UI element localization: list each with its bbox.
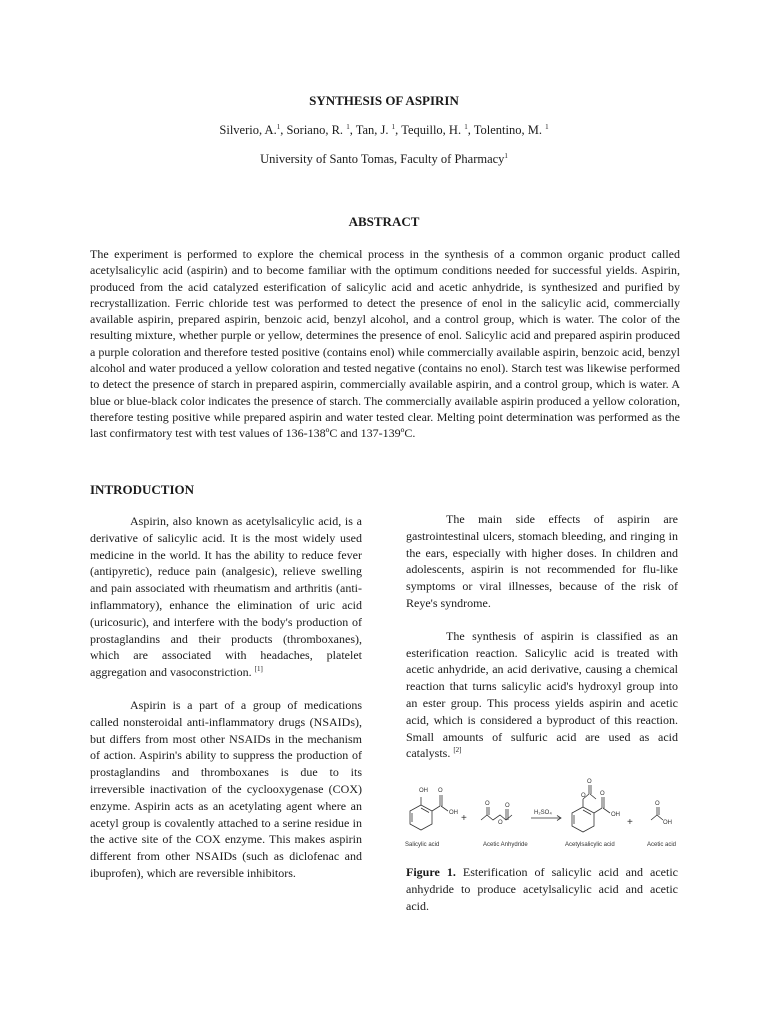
intro-paragraph: The synthesis of aspirin is classified as an esterification reaction. Salicylic acid is treated with acetic anhydride, an acid derivative, causing a chemical reaction that turns salicylic acid's hydroxyl group into an ester group. This process yields aspirin and acetic acid, which is considered a byproduct of this reaction. Small amounts of sulfuric acid are used as acid catalysts. [2]: [406, 628, 678, 761]
figure-caption: Figure 1. Esterification of salicylic acid and acetic anhydride to produce acetylsalicylic acid and acetic acid.: [406, 865, 679, 913]
intro-right-column: [406, 511, 678, 762]
aspirin-structure: [572, 807, 594, 832]
introduction-heading: INTRODUCTION: [90, 482, 195, 497]
label-acetylsalicylic-acid: Acetylsalicylic acid: [565, 842, 615, 848]
label-o: O: [655, 801, 660, 807]
intro-left-column: [90, 513, 362, 882]
citation-ref: [1]: [254, 665, 263, 674]
label-oh: OH: [663, 820, 672, 826]
label-salicylic-acid: Salicylic acid: [405, 842, 440, 848]
abstract-text: The experiment is performed to explore the chemical process in the synthesis of a common organic product called acetylsalicylic acid (aspirin) and to become familiar with the optimum conditions needed for successful yields. Aspirin, produced from the acid catalyzed esterification of salicylic acid and acetic anhydride, is synthesized and purified by recrystallization. Ferric chloride test was performed to detect the presence of enol in the salicylic acid, commercially available aspirin, prepared aspirin, benzoic acid, benzyl alcohol, and a control group, which is water. The color of the resulting mixture, whether purple or yellow, determines the presence of enol. Salicylic acid and prepared aspirin produced a purple coloration and therefore tested positive (contains enol) while commercially available aspirin, benzoic acid, benzyl alcohol and water produced a yellow coloration and tested negative (contains no enol). Starch test was likewise performed to detect the presence of starch in prepared aspirin, commercially available aspirin, and a control group, which is water. A blue or blue-black color indicates the presence of starch. The commercially available aspirin produced a yellow coloration, therefore testing positive while prepared aspirin and water tested clear. Melting point determination was performed as the last confirmatory test with test values of 136-138ºC and 137-139ºC.: [90, 247, 680, 441]
label-o: O: [498, 820, 503, 826]
author: Tequillo, H. $^1$,: [401, 122, 474, 137]
intro-paragraph: The main side effects of aspirin are gastrointestinal ulcers, stomach bleeding, and ringing in the ears, especially with higher doses. In children and adolescents, aspirin is not recommended for flu-like symptoms or viral illnesses, because of the risk of Reye's syndrome.: [406, 512, 678, 610]
affiliation: University of Santo Tomas, Faculty of Pharmacy$^1$: [260, 151, 508, 166]
label-o: O: [600, 791, 605, 797]
intro-paragraph: Aspirin is a part of a group of medications called nonsteroidal anti-inflammatory drugs (NSAIDs), but differs from most other NSAIDs in the mechanism of action. Aspirin's ability to suppress the production of prostaglandins and thromboxanes is due to its irreversible inactivation of the cyclooxygenase (COX) enzyme. Aspirin acts as an acetylating agent where an acetyl group is covalently attached to a serine residue in the active site of the COX enzyme. This makes aspirin different from other NSAIDs (such as diclofenac and ibuprofen), which are reversible inhibitors.: [90, 697, 362, 880]
author: Tan, J. $^1$,: [355, 122, 402, 137]
label-acetic-anhydride: Acetic Anhydride: [483, 842, 528, 848]
label-o: O: [587, 779, 592, 785]
label-o: O: [485, 801, 490, 807]
label-acetic-acid: Acetic acid: [647, 842, 677, 848]
intro-paragraph: Aspirin, also known as acetylsalicylic acid, is a derivative of salicylic acid. It is the most widely used medicine in the world. It has the ability to reduce fever (antipyretic), reduce pain (analgesic), relieve swelling and pain associated with rheumatism and arthritis (anti-inflammatory), enhance the elimination of uric acid (uricosuric), and interfere with the body's production of prostaglandins and their products (thromboxanes), which are associated with headaches, platelet aggregation and vasoconstriction. [1]: [90, 514, 362, 680]
label-oh: OH: [449, 810, 458, 816]
salicylic-acid-structure: [410, 805, 432, 830]
label-catalyst: H₂SO₄: [534, 810, 552, 816]
label-oh: OH: [611, 812, 620, 818]
acetic-anhydride-structure: [481, 815, 512, 820]
author: Silverio, A.$^1$,: [219, 122, 287, 137]
label-o: O: [438, 788, 443, 794]
author: Tolentino, M. $^1$: [473, 122, 549, 137]
label-o: O: [505, 803, 510, 809]
acetic-acid-structure: [651, 815, 663, 820]
label-o: O: [581, 793, 586, 799]
abstract-heading: ABSTRACT: [348, 214, 420, 229]
reaction-scheme-figure: [403, 775, 683, 853]
plus-sign: +: [627, 817, 633, 828]
paper-title: SYNTHESIS OF ASPIRIN: [309, 93, 459, 108]
author: Soriano, R. $^1$,: [286, 122, 356, 137]
author-list: [0, 123, 768, 138]
plus-sign: +: [461, 813, 467, 824]
label-oh: OH: [419, 788, 428, 794]
figure-caption-label: Figure 1.: [406, 865, 456, 879]
citation-ref: [2]: [453, 746, 462, 755]
